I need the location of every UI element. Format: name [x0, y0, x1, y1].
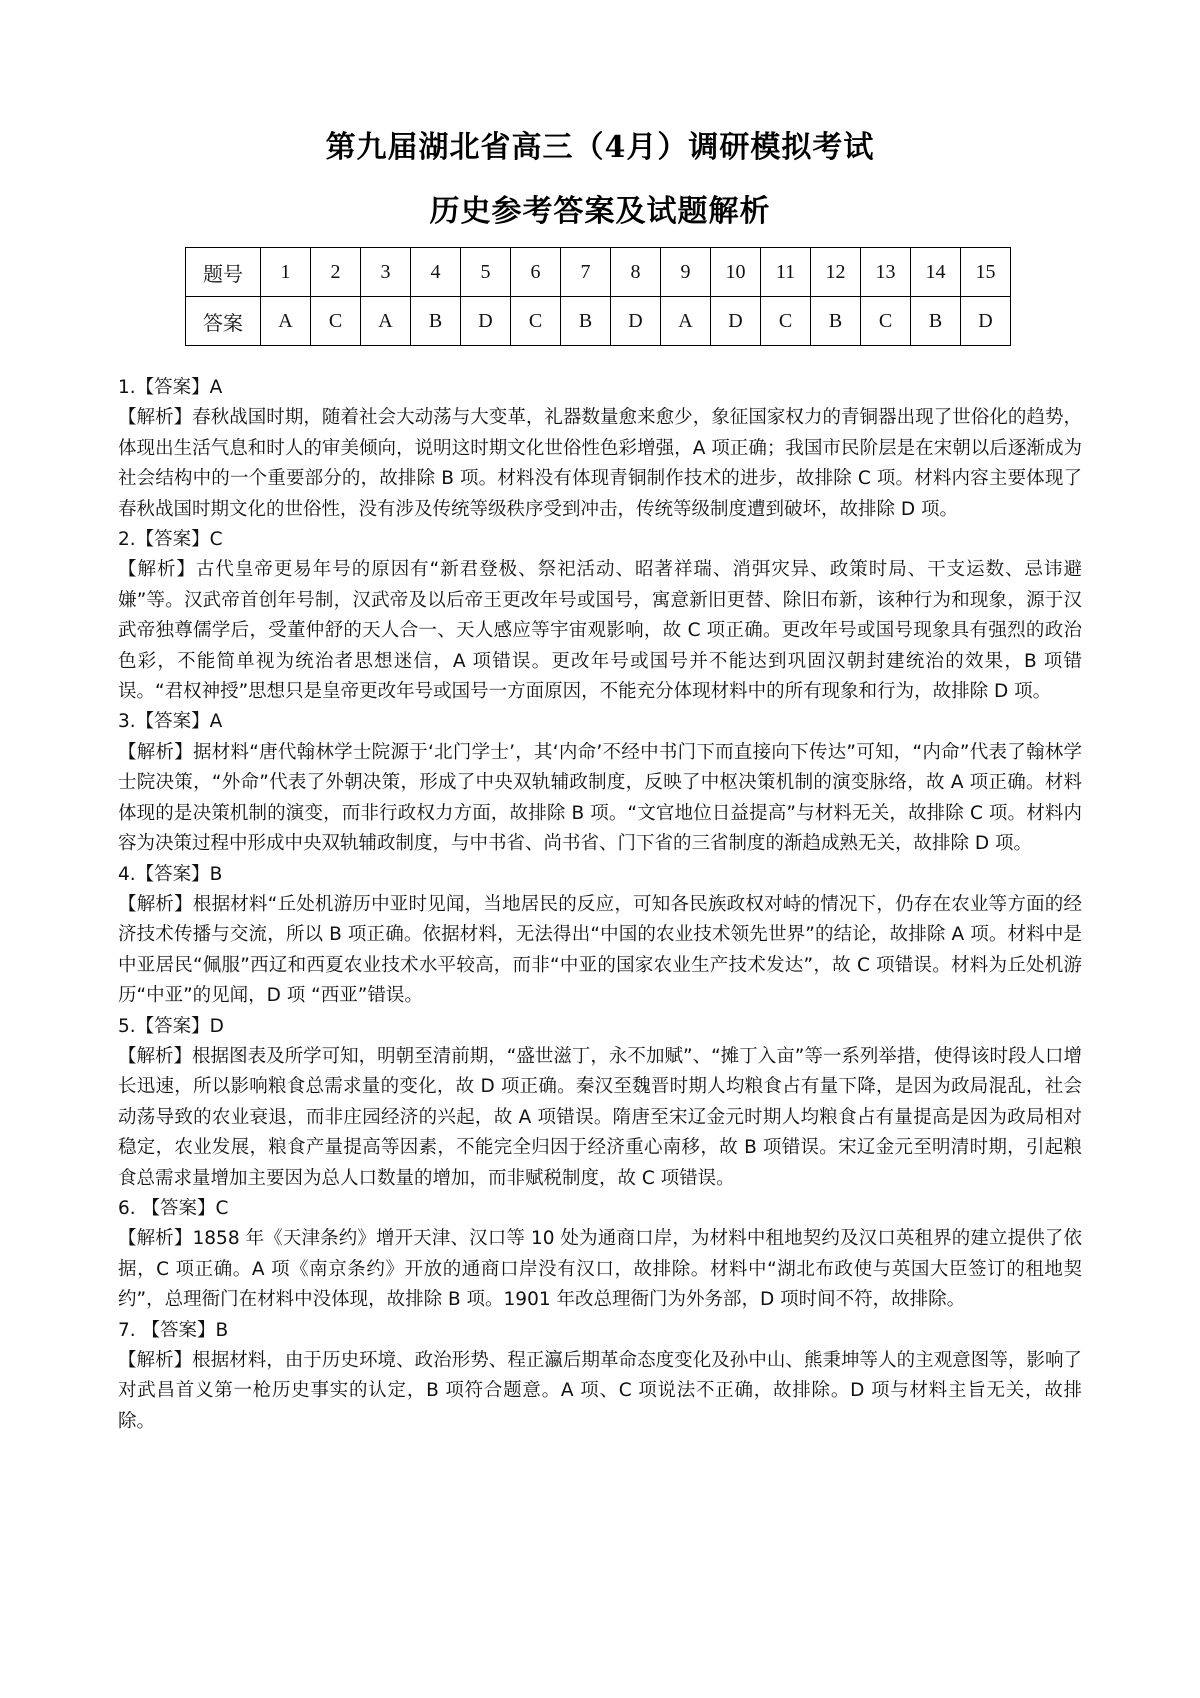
question-number-cell: 9	[661, 248, 711, 297]
answer-cell: D	[611, 297, 661, 346]
item-answer: 3.【答案】A	[118, 711, 223, 733]
question-number-cell: 14	[911, 248, 961, 297]
item-answer: 2.【答案】C	[118, 529, 223, 551]
question-number-cell: 10	[711, 248, 761, 297]
page-subtitle: 历史参考答案及试题解析	[429, 194, 771, 229]
question-number-cell: 13	[861, 248, 911, 297]
answer-cell: D	[961, 297, 1011, 346]
answer-cell: B	[411, 297, 461, 346]
question-number-row	[186, 248, 1011, 297]
item-analysis: 【解析】春秋战国时期，随着社会大动荡与大变革，礼器数量愈来愈少，象征国家权力的青铜器出现了世俗化的趋势，体现出生活气息和时人的审美倾向，说明这时期文化世俗性色彩增强，A 项正确；我国市民阶层是在宋朝以后逐渐成为社会结构中的一个重要部分的，故排除 B 项。材料没有体现青铜制作技术的进步，故排除 C 项。材料内容主要体现了春秋战国时期文化的世俗性，没有涉及传统等级秩序受到冲击，传统等级制度遭到破坏，故排除 D 项。	[118, 407, 1082, 520]
question-number-cell: 11	[761, 248, 811, 297]
question-number-cell: 1	[261, 248, 311, 297]
answer-cell: C	[311, 297, 361, 346]
page-title: 第九届湖北省高三（4月）调研模拟考试	[325, 130, 875, 165]
answer-explanations	[118, 373, 1082, 1437]
item-analysis: 【解析】古代皇帝更易年号的原因有“新君登极、祭祀活动、昭著祥瑞、消弭灾异、政策时局、干支运数、忌讳避嫌”等。汉武帝首创年号制，汉武帝及以后帝王更改年号或国号，寓意新旧更替、除旧布新，该种行为和现象，源于汉武帝独尊儒学后，受董仲舒的天人合一、天人感应等宇宙观影响，故 C 项正确。更改年号或国号现象具有强烈的政治色彩，不能简单视为统治者思想迷信，A 项错误。更改年号或国号并不能达到巩固汉朝封建统治的效果，B 项错误。“君权神授”思想只是皇帝更改年号或国号一方面原因，不能充分体现材料中的所有现象和行为，故排除 D 项。	[118, 559, 1082, 703]
question-number-cell: 12	[811, 248, 861, 297]
question-number-cell: 4	[411, 248, 461, 297]
answer-cell: C	[511, 297, 561, 346]
answer-cell: B	[811, 297, 861, 346]
item-analysis: 【解析】1858 年《天津条约》增开天津、汉口等 10 处为通商口岸，为材料中租地契约及汉口英租界的建立提供了依据，C 项正确。A 项《南京条约》开放的通商口岸没有汉口，故排除。材料中“湖北布政使与英国大臣签订的租地契约”，总理衙门在材料中没体现，故排除 B 项。1901 年改总理衙门为外务部，D 项时间不符，故排除。	[118, 1228, 1082, 1311]
answer-cell: D	[711, 297, 761, 346]
item-answer: 7. 【答案】B	[118, 1319, 229, 1341]
answer-cell: C	[761, 297, 811, 346]
item-analysis: 【解析】据材料“唐代翰林学士院源于‘北门学士’，其‘内命’不经中书门下而直接向下传达”可知，“内命”代表了翰林学士院决策，“外命”代表了外朝决策，形成了中央双轨辅政制度，反映了中枢决策机制的演变脉络，故 A 项正确。材料体现的是决策机制的演变，而非行政权力方面，故排除 B 项。“文官地位日益提高”与材料无关，故排除 C 项。材料内容为决策过程中形成中央双轨辅政制度，与中书省、尚书省、门下省的三省制度的渐趋成熟无关，故排除 D 项。	[118, 741, 1082, 855]
question-number-cell: 6	[511, 248, 561, 297]
item-answer: 4.【答案】B	[118, 863, 223, 885]
item-answer: 1.【答案】A	[118, 377, 223, 398]
item-answer: 6. 【答案】C	[118, 1197, 229, 1219]
answer-cell: C	[861, 297, 911, 346]
question-number-cell: 5	[461, 248, 511, 297]
question-number-header: 题号	[186, 248, 261, 297]
question-number-cell: 7	[561, 248, 611, 297]
question-number-cell: 8	[611, 248, 661, 297]
answer-cell: A	[361, 297, 411, 346]
question-number-cell: 15	[961, 248, 1011, 297]
answer-cell: B	[561, 297, 611, 346]
question-number-cell: 3	[361, 248, 411, 297]
answer-cell: A	[661, 297, 711, 346]
item-analysis: 【解析】根据材料，由于历史环境、政治形势、程正瀛后期革命态度变化及孙中山、熊秉坤等人的主观意图等，影响了对武昌首义第一枪历史事实的认定，B 项符合题意。A 项、C 项说法不正确，故排除。D 项与材料主旨无关，故排除。	[118, 1350, 1082, 1432]
answer-header: 答案	[186, 297, 261, 346]
item-answer: 5.【答案】D	[118, 1015, 224, 1037]
question-number-cell: 2	[311, 248, 361, 297]
answer-row	[186, 297, 1011, 346]
item-analysis: 【解析】根据图表及所学可知，明朝至清前期，“盛世滋丁，永不加赋”、“摊丁入亩”等一系列举措，使得该时段人口增长迅速，所以影响粮食总需求量的变化，故 D 项正确。秦汉至魏晋时期人均粮食占有量下降，是因为政局混乱，社会动荡导致的农业衰退，而非庄园经济的兴起，故 A 项错误。隋唐至宋辽金元时期人均粮食占有量提高是因为政局相对稳定，农业发展，粮食产量提高等因素，不能完全归因于经济重心南移，故 B 项错误。宋辽金元至明清时期，引起粮食总需求量增加主要因为总人口数量的增加，而非赋税制度，故 C 项错误。	[118, 1045, 1082, 1189]
answer-cell: B	[911, 297, 961, 346]
item-analysis: 【解析】根据材料“丘处机游历中亚时见闻，当地居民的反应，可知各民族政权对峙的情况下，仍存在农业等方面的经济技术传播与交流，所以 B 项正确。依据材料，无法得出“中国的农业技术领先世界”的结论，故排除 A 项。材料中是中亚居民“佩服”西辽和西夏农业技术水平较高，而非“中亚的国家农业生产技术发达”，故 C 项错误。材料为丘处机游历“中亚”的见闻，D 项 “西亚”错误。	[118, 893, 1082, 1007]
answer-table	[185, 247, 1011, 346]
answer-cell: A	[261, 297, 311, 346]
answer-cell: D	[461, 297, 511, 346]
